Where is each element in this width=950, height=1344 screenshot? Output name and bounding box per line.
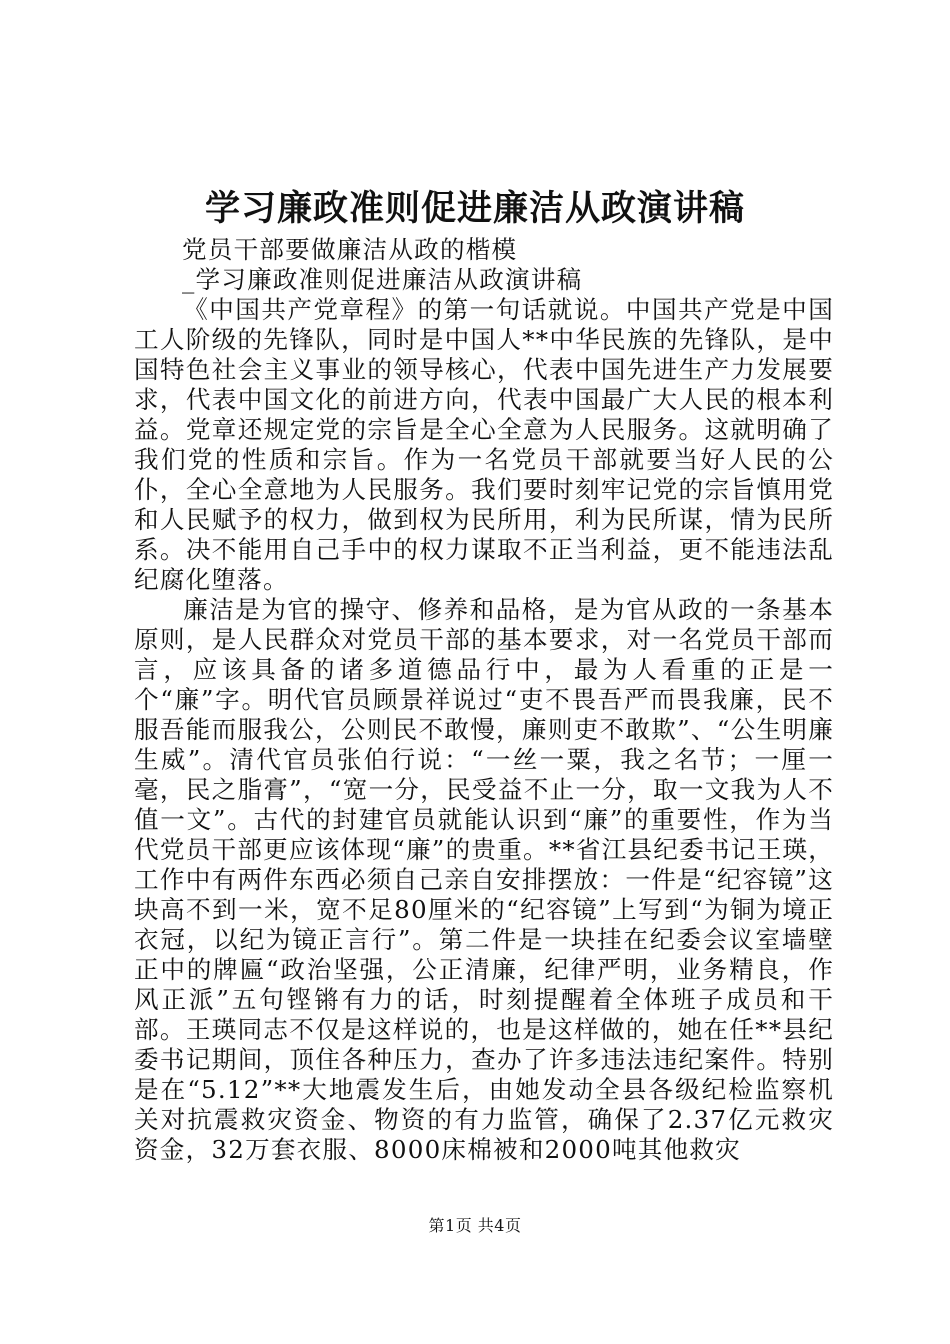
page-footer: 第1页 共4页 [428, 1216, 522, 1235]
document-body [134, 235, 834, 1165]
paragraph-1: 《中国共产党章程》的第一句话就说。中国共产党是中国工人阶级的先锋队，同时是中国人**中华民族的先锋队，是中国特色社会主义事业的领导核心，代表中国先进生产力发展要求，代表中国文化的前进方向，代表中国最广大人民的根本利益。党章还规定党的宗旨是全心全意为人民服务。这就明确了我们党的性质和宗旨。作为一名党员干部就要当好人民的公仆，全心全意地为人民服务。我们要时刻牢记党的宗旨慎用党和人民赋予的权力，做到权为民所用，利为民所谋，情为民所系。决不能用自己手中的权力谋取不正当利益，更不能违法乱纪腐化堕落。 [134, 295, 834, 594]
document-title: 学习廉政准则促进廉洁从政演讲稿 [204, 188, 745, 229]
paragraph-2: 廉洁是为官的操守、修养和品格，是为官从政的一条基本原则，是人民群众对党员干部的基本要求，对一名党员干部而言，应该具备的诸多道德品行中，最为人看重的正是一个“廉”字。明代官员顾景祥说过“吏不畏吾严而畏我廉，民不服吾能而服我公，公则民不敢慢，廉则吏不敢欺”、“公生明廉生威”。清代官员张伯行说：“一丝一粟，我之名节；一厘一毫，民之脂膏”，“宽一分，民受益不止一分，取一文我为人不值一文”。古代的封建官员就能认识到“廉”的重要性，作为当代党员干部更应该体现“廉”的贵重。**省江县纪委书记王瑛，工作中有两件东西必须自己亲自安排摆放：一件是“纪容镜”这块高不到一米，宽不足80厘米的“纪容镜”上写到“为铜为境正衣冠，以纪为镜正言行”。第二件是一块挂在纪委会议室墙壁正中的牌匾“政治坚强，公正清廉，纪律严明，业务精良，作风正派”五句铿锵有力的话，时刻提醒着全体班子成员和干部。王瑛同志不仅是这样说的，也是这样做的，她在任**县纪委书记期间，顶住各种压力，查办了许多违法违纪案件。特别是在“5.12”**大地震发生后，由她发动全县各级纪检监察机关对抗震救灾资金、物资的有力监管，确保了2.37亿元救灾资金，32万套衣服、8000床棉被和2000吨其他救灾 [134, 595, 834, 1164]
subtitle-line-1: 党员干部要做廉洁从政的楷模 [182, 235, 518, 264]
subtitle-line-2: _学习廉政准则促进廉洁从政演讲稿 [182, 265, 583, 294]
